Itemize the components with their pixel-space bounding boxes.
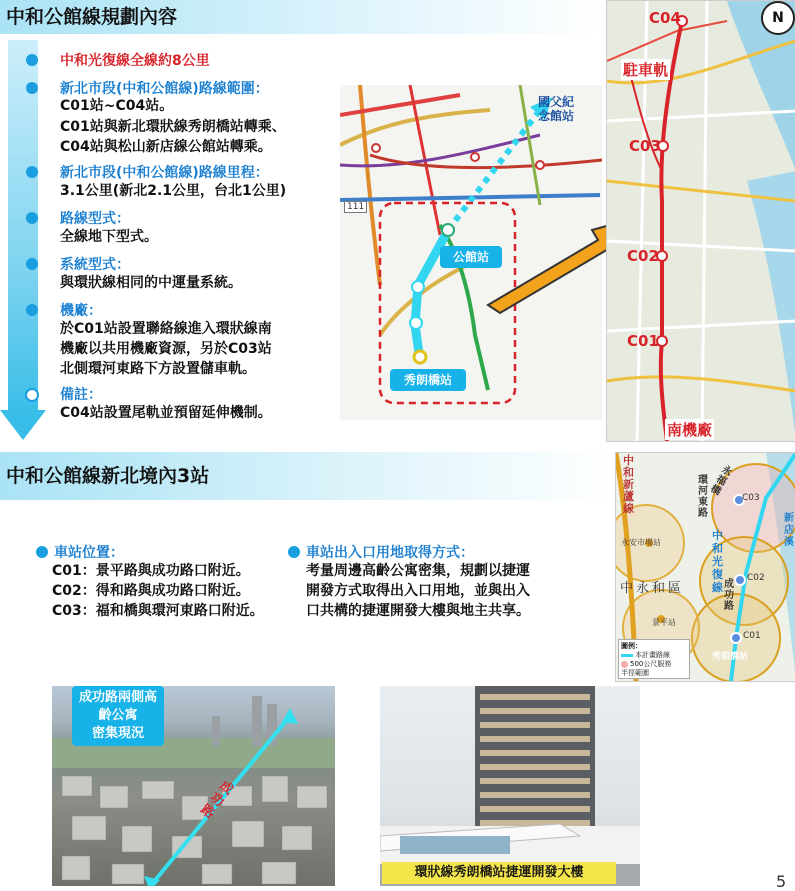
xiulang-station-label: 秀朗橋站 bbox=[390, 369, 466, 391]
item-depot-line: 於C01站設置聯絡線進入環狀線南 bbox=[60, 321, 272, 337]
item-note-line: C04站設置尾軌並預留延伸機制。 bbox=[60, 405, 272, 421]
development-building-svg bbox=[380, 686, 640, 886]
section1-title: 中和公館線規劃內容 bbox=[0, 0, 605, 34]
gongguan-station-label: 公館站 bbox=[440, 246, 502, 268]
station-location-line: C01：景平路與成功路口附近。 bbox=[52, 563, 250, 579]
legend-title: 圖例： bbox=[621, 642, 642, 650]
compass-north-icon: N bbox=[761, 1, 795, 35]
legend-circle-icon bbox=[621, 661, 628, 668]
bullet-icon bbox=[288, 546, 300, 558]
item-route-mileage-line: 3.1公里(新北2.1公里，台北1公里) bbox=[60, 183, 287, 199]
station-location-head: 車站位置： bbox=[54, 545, 124, 561]
station-coverage-map bbox=[615, 452, 795, 682]
legend-radius-text: 500公尺服務 半徑範圍 bbox=[621, 660, 672, 677]
entrance-land-line: 口共構的捷運開發大樓與地主共享。 bbox=[306, 603, 530, 619]
entrance-land-line: 開發方式取得出入口用地，並與出入 bbox=[306, 583, 530, 599]
bullet-icon bbox=[25, 388, 39, 402]
development-building-render bbox=[380, 686, 640, 886]
aerial-photo bbox=[52, 686, 335, 886]
item-route-type-head: 路線型式： bbox=[60, 211, 130, 227]
decorative-arrow-head bbox=[0, 410, 46, 440]
depot-north-label: 駐車軌 bbox=[623, 61, 669, 79]
yongfu-bridge-label: 永福橋 bbox=[708, 464, 734, 498]
legend-radius bbox=[621, 660, 687, 678]
item-total-length: 中和光復線全線約8公里 bbox=[60, 53, 210, 69]
item-system-type-head: 系統型式： bbox=[60, 257, 130, 273]
item-depot-line: 機廠以共用機廠資源，另於C03站 bbox=[60, 341, 272, 357]
item-route-range-line: C01站~C04站。 bbox=[60, 98, 174, 114]
bullet-icon bbox=[26, 166, 38, 178]
entrance-land-head: 車站出入口用地取得方式： bbox=[306, 545, 474, 561]
item-note-head: 備註： bbox=[60, 387, 102, 403]
yongan-market-label: 永安市場站 bbox=[621, 538, 661, 547]
bullet-icon bbox=[26, 212, 38, 224]
bullet-icon bbox=[26, 54, 38, 66]
entrance-land-line: 考量周邊高齡公寓密集，規劃以捷運 bbox=[306, 563, 530, 579]
station-location-line: C03：福和橋與環河東路口附近。 bbox=[52, 603, 264, 619]
legend-route bbox=[621, 651, 687, 660]
item-route-type-line: 全線地下型式。 bbox=[60, 229, 158, 245]
c04-label: C04 bbox=[649, 9, 681, 27]
bullet-icon bbox=[26, 258, 38, 270]
item-route-range-head: 新北市段(中和公館線)路線範圍： bbox=[60, 81, 269, 97]
item-route-range-line: C01站與新北環狀線秀朗橋站轉乘、 bbox=[60, 119, 286, 135]
jingping-station-label: 景平站 bbox=[652, 618, 676, 627]
item-depot-line: 北側環河東路下方設置儲車軌。 bbox=[60, 361, 256, 377]
item-depot-head: 機廠： bbox=[60, 303, 102, 319]
xiulang-station-map-label: 秀朗橋站 bbox=[712, 652, 749, 662]
apartments-callout: 成功路兩側高 齡公寓 密集現況 bbox=[72, 686, 164, 746]
decorative-arrow-bar bbox=[8, 40, 38, 418]
development-building-caption: 環狀線秀朗橋站捷運開發大樓 bbox=[382, 862, 616, 884]
c03-label: C03 bbox=[629, 137, 661, 155]
zhonghe-guangfu-line-label: 中和光復線 bbox=[712, 529, 723, 594]
zhonghe-xinlu-line-label: 中和新蘆線 bbox=[623, 454, 634, 515]
chenggong-road-photo-label: 成功路 bbox=[197, 778, 236, 822]
map-c02-label: C02 bbox=[747, 573, 765, 583]
xindian-river-label: 新店溪 bbox=[784, 513, 794, 548]
item-route-mileage-head: 新北市段(中和公館線)路線里程： bbox=[60, 165, 269, 181]
legend-line-icon bbox=[621, 654, 633, 657]
map-legend bbox=[618, 639, 690, 679]
chenggong-road-label: 成功路 bbox=[724, 579, 734, 612]
huanhe-east-road-label: 環河東路 bbox=[698, 475, 708, 519]
bullet-icon bbox=[26, 304, 38, 316]
bullet-icon bbox=[36, 546, 48, 558]
station-location-line: C02：得和路與成功路口附近。 bbox=[52, 583, 250, 599]
item-system-type-line: 與環狀線相同的中運量系統。 bbox=[60, 275, 242, 291]
c02-label: C02 bbox=[627, 247, 659, 265]
page-number: 5 bbox=[776, 872, 787, 891]
road-111-label: 111 bbox=[344, 201, 367, 213]
sun-yat-sen-station-label: 國父紀 念館站 bbox=[538, 95, 575, 123]
map-c03-label: C03 bbox=[742, 493, 760, 503]
item-route-range-line: C04站與松山新店線公館站轉乘。 bbox=[60, 139, 272, 155]
route-detail-map bbox=[606, 0, 795, 442]
map-c01-label: C01 bbox=[743, 631, 761, 641]
legend-route-text: 本計畫路線 bbox=[635, 651, 670, 659]
c01-label: C01 bbox=[627, 332, 659, 350]
depot-south-label: 南機廠 bbox=[667, 421, 713, 439]
section2-title: 中和公館線新北境內3站 bbox=[0, 452, 615, 500]
zhongyonghe-district-label: 中永和區 bbox=[620, 581, 685, 596]
bullet-icon bbox=[26, 82, 38, 94]
